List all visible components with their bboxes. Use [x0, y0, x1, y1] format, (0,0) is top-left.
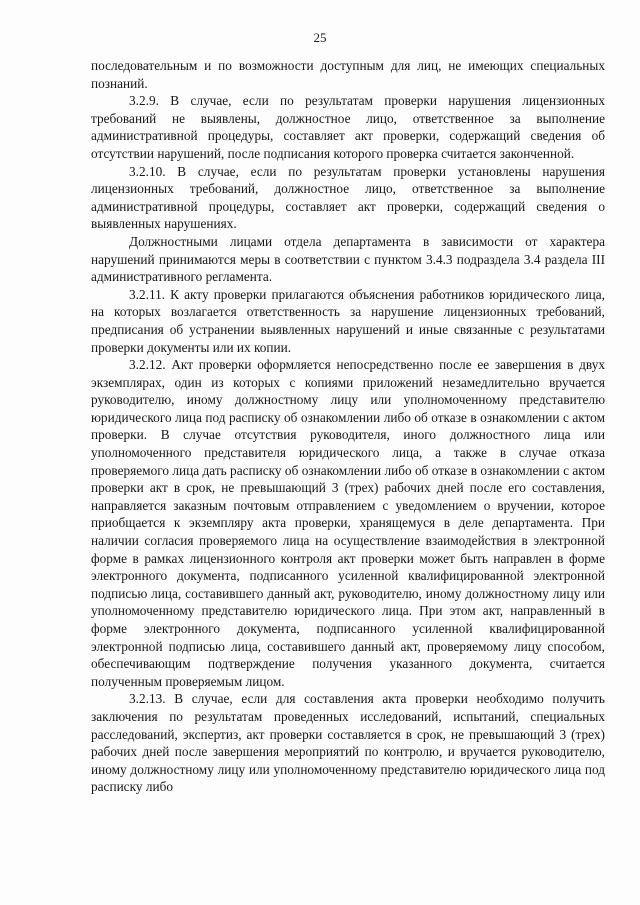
paragraph-3-2-13: 3.2.13. В случае, если для составления акта проверки необходимо получить заключения по результатам проведенных исследований, испытаний, специальных расследований, экспертиз, акт проверки составляется в срок, не превышающий 3 (трех) рабочих дней после завершения мероприятий по контролю, и вручается руководителю, иному должностному лицу или уполномоченному представителю юридического лица под расписку либо	[91, 691, 605, 795]
page-body	[91, 57, 605, 796]
paragraph-measures: Должностными лицами отдела департамента в зависимости от характера нарушений принимаются меры в соответствии с пунктом 3.4.3 подраздела 3.4 раздела III административного регламента.	[91, 233, 605, 285]
paragraph-3-2-10: 3.2.10. В случае, если по результатам проверки установлены нарушения лицензионных требований, должностное лицо, ответственное за выполнение административной процедуры, составляет акт проверки, содержащий сведения о выявленных нарушениях.	[91, 163, 605, 232]
paragraph-3-2-11: 3.2.11. К акту проверки прилагаются объяснения работников юридического лица, на которых возлагается ответственность за нарушение лицензионных требований, предписания об устранении выявленных нарушений и иные связанные с результатами проверки документы или их копии.	[91, 286, 605, 355]
paragraph-continuation: последовательным и по возможности доступным для лиц, не имеющих специальных познаний.	[91, 58, 605, 91]
page-number: 25	[313, 30, 327, 45]
paragraph-3-2-9: 3.2.9. В случае, если по результатам проверки нарушения лицензионных требований не выявлены, должностное лицо, ответственное за выполнение административной процедуры, составляет акт проверки, содержащий сведения об отсутствии нарушений, после подписания которого проверка считается законченной.	[91, 93, 605, 161]
paragraph-3-2-12: 3.2.12. Акт проверки оформляется непосредственно после ее завершения в двух экземплярах, один из которых с копиями приложений незамедлительно вручается руководителю, иному должностному лицу или уполномоченному представителю юридического лица под расписку об ознакомлении либо об отказе в ознакомлении с актом проверки. В случае отсутствия руководителя, иного должностного лица или уполномоченного представителя юридического лица, а также в случае отказа проверяемого лица дать расписку об ознакомлении либо об отказе в ознакомлении с актом проверки акт в срок, не превышающий 3 (трех) рабочих дней после его составления, направляется заказным почтовым отправлением с уведомлением о вручении, которое приобщается к экземпляру акта проверки, хранящемуся в деле департамента. При наличии согласия проверяемого лица на осуществление взаимодействия в электронной форме в рамках лицензионного контроля акт проверки может быть направлен в форме электронного документа, подписанного усиленной квалифицированной электронной подписью лица, составившего данный акт, руководителю, иному должностному лицу или уполномоченному представителю юридического лица. При этом акт, направленный в форме электронного документа, подписанного усиленной квалифицированной электронной подписью лица, составившего данный акт, проверяемому лицу способом, обеспечивающим подтверждение получения указанного документа, считается полученным проверяемым лицом.	[91, 357, 605, 689]
